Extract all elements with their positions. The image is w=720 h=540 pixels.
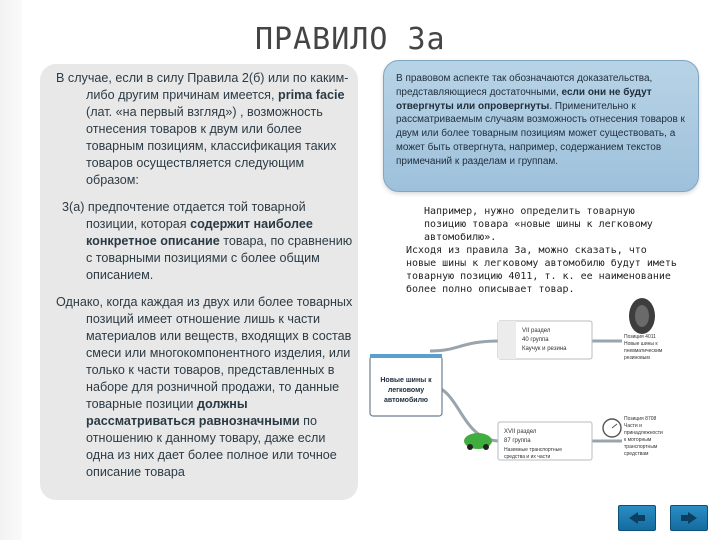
left-edge-strip bbox=[0, 0, 22, 540]
arrow-left-icon bbox=[627, 511, 647, 525]
rule-text bbox=[56, 70, 356, 491]
rule-paragraph-3: Однако, когда каждая из двух или более товарных позиций имеет отношение лишь к части материалов или веществ, входящих в состав смеси или многокомпонентного изделия, или только к части товаров, представленных в наборе для розничной продажи, то данные товарные позиции должны рассматриваться равнозначными по отношению к данному товару, даже если одна из них дает более полное или точное описание товара bbox=[56, 295, 353, 479]
next-slide-button[interactable] bbox=[670, 505, 708, 531]
page-title: ПРАВИЛО 3а bbox=[255, 22, 446, 57]
product-node bbox=[370, 354, 442, 416]
section-vii-node bbox=[498, 321, 592, 359]
svg-text:транспортным: транспортным bbox=[624, 444, 658, 450]
svg-text:XVII раздел: XVII раздел bbox=[504, 429, 537, 435]
car-icon bbox=[464, 433, 492, 450]
svg-text:пневматическим: пневматическим bbox=[624, 348, 663, 354]
previous-slide-button[interactable] bbox=[618, 505, 656, 531]
tire-icon bbox=[629, 298, 655, 334]
svg-text:резиновым: резиновым bbox=[624, 355, 650, 361]
svg-text:принадлежности: принадлежности bbox=[624, 430, 663, 436]
svg-text:40 группа: 40 группа bbox=[522, 337, 549, 343]
position-8708-node bbox=[624, 416, 663, 457]
svg-text:автомобилю: автомобилю bbox=[383, 397, 429, 404]
svg-text:Позиция 8708: Позиция 8708 bbox=[624, 416, 657, 422]
arrow-right-icon bbox=[679, 511, 699, 525]
prima-facie-term: prima facie bbox=[278, 88, 345, 102]
svg-text:Новые шины к: Новые шины к bbox=[380, 377, 432, 384]
section-xvii-node bbox=[498, 422, 592, 460]
svg-text:средствам: средствам bbox=[624, 451, 649, 457]
example-line-2: Исходя из правила 3а, можно сказать, что новые шины к легковому автомобилю будут иметь товарную позицию 4011, т. к. ее наименование более полно описывает товар. bbox=[406, 245, 677, 295]
svg-text:средства и их части: средства и их части bbox=[504, 454, 551, 460]
svg-text:к моторным: к моторным bbox=[624, 437, 652, 443]
rule-paragraph-1: В случае, если в силу Правила 2(б) или по каким-либо другим причинам имеется, prima facie (лат. «на первый взгляд») , возможность отнесения товаров к двум или более товарным позициям, классификация таких товаров осуществляется следующим образом: bbox=[56, 71, 349, 187]
rule-paragraph-2: 3(а) предпочтение отдается той товарной позиции, которая содержит наиболее конкретное описание товара, по сравнению с товарными позициями с более общим описанием. bbox=[62, 200, 353, 282]
svg-text:Каучук и резина: Каучук и резина bbox=[522, 346, 567, 352]
svg-text:Наземные транспортные: Наземные транспортные bbox=[504, 447, 563, 453]
svg-text:Части и: Части и bbox=[624, 423, 642, 429]
svg-text:легковому: легковому bbox=[387, 387, 425, 394]
example-text bbox=[406, 205, 678, 296]
example-line-1: Например, нужно определить товарную позицию товара «новые шины к легковому автомобилю». bbox=[424, 206, 653, 243]
position-4011-node bbox=[624, 334, 663, 361]
svg-text:87 группа: 87 группа bbox=[504, 438, 531, 444]
gauge-icon bbox=[603, 419, 621, 437]
svg-text:VII раздел: VII раздел bbox=[522, 328, 551, 334]
classification-diagram bbox=[360, 296, 700, 471]
svg-text:Позиция 4011: Позиция 4011 bbox=[624, 334, 656, 340]
svg-text:Новые шины к: Новые шины к bbox=[624, 341, 658, 347]
definition-callout-text: В правовом аспекте так обозначаются доказательства, представляющиеся достаточными, если они не будут отвергнуты или опровергнуты. Применительно к рассматриваемым случаям возможность отнесения товаров к двум или более товарным позициям может существовать, а может быть отвергнута, например, содержанием текстов примечаний к разделам и группам. bbox=[396, 73, 685, 167]
